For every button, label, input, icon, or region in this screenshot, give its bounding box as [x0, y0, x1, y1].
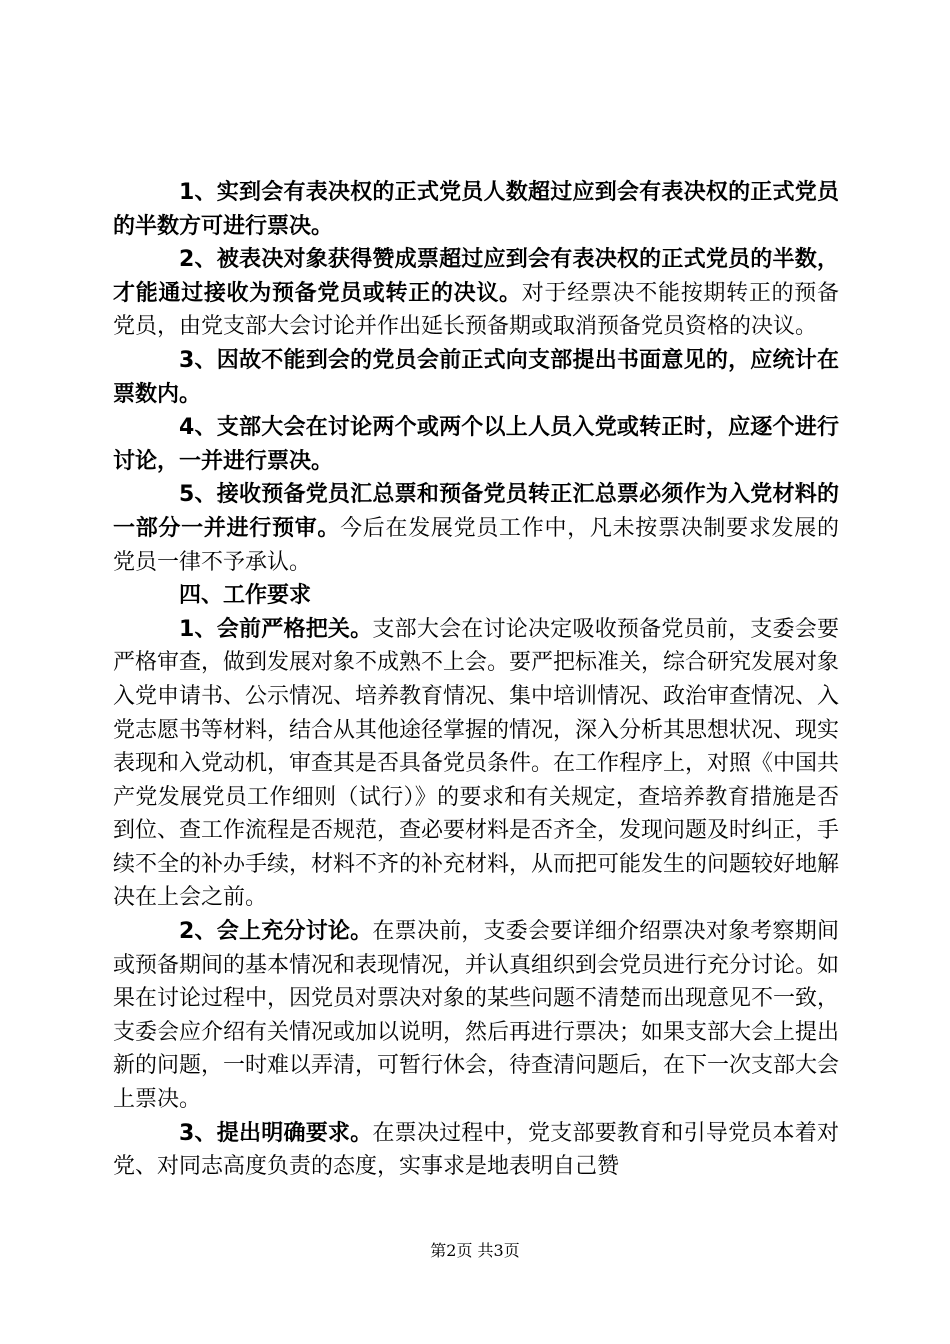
bold-text: 5、接收预备党员汇总票和预备党员转正汇总票必须作为入党材料的一部分一并进行预审。 — [113, 482, 839, 541]
bold-text: 2、被表决对象获得赞成票超过应到会有表决权的正式党员的半数，才能通过接收为预备党员或转正的决议。 — [113, 247, 839, 306]
regular-text: 在票决前，支委会要详细介绍票决对象考察期间或预备期间的基本情况和表现情况，并认真组织到会党员进行充分讨论。如果在讨论过程中，因党员对票决对象的某些问题不清楚而出现意见不一致，支委会应介绍有关情况或加以说明，然后再进行票决；如果支部大会上提出新的问题，一时难以弄清，可暂行休会，待查清问题后，在下一次支部大会上票决。 — [113, 919, 840, 1113]
bold-text: 1、实到会有表决权的正式党员人数超过应到会有表决权的正式党员的半数方可进行票决。 — [113, 180, 839, 239]
section-heading — [113, 579, 839, 613]
paragraph-2 — [113, 243, 839, 344]
paragraph-5 — [113, 478, 839, 579]
heading-text: 四、工作要求 — [179, 583, 312, 609]
bold-text: 3、因故不能到会的党员会前正式向支部提出书面意见的，应统计在票数内。 — [113, 347, 839, 407]
bold-text: 2、会上充分讨论。 — [179, 919, 373, 945]
regular-text: 对于经票决不能按期转正的预备党员，由党支部大会讨论并作出延长预备期或取消预备党员资格的决议。 — [113, 280, 839, 340]
paragraph-7 — [113, 915, 839, 1117]
regular-text: 支部大会在讨论决定吸收预备党员前，支委会要严格审查，做到发展对象不成熟不上会。要严把标准关，综合研究发展对象入党申请书、公示情况、培养教育情况、集中培训情况、政治审查情况、入党志愿书等材料，结合从其他途径掌握的情况，深入分析其思想状况、现实表现和入党动机，审查其是否具备党员条件。在工作程序上，对照《中国共产党发展党员工作细则（试行）》的要求和有关规定，查培养教育措施是否到位、查工作流程是否规范，查必要材料是否齐全，发现问题及时纠正，手续不全的补办手续，材料不齐的补充材料，从而把可能发生的问题较好地解决在上会之前。 — [113, 616, 840, 911]
paragraph-4 — [113, 411, 839, 478]
paragraph-3 — [113, 344, 839, 411]
bold-text: 3、提出明确要求。 — [179, 1120, 373, 1146]
bold-text: 4、支部大会在讨论两个或两个以上人员入党或转正时，应逐个进行讨论，一并进行票决。 — [113, 415, 839, 474]
document-body — [113, 176, 839, 1184]
regular-text: 在票决过程中，党支部要教育和引导党员本着对党、对同志高度负责的态度，实事求是地表明自己赞 — [113, 1120, 839, 1180]
page-footer: 第2页 共3页 — [430, 1241, 520, 1260]
regular-text: 今后在发展党员工作中，凡未按票决制要求发展的党员一律不予承认。 — [113, 515, 839, 575]
paragraph-1 — [113, 176, 839, 243]
paragraph-8 — [113, 1117, 839, 1184]
bold-text: 1、会前严格把关。 — [179, 616, 373, 642]
paragraph-6 — [113, 613, 839, 915]
